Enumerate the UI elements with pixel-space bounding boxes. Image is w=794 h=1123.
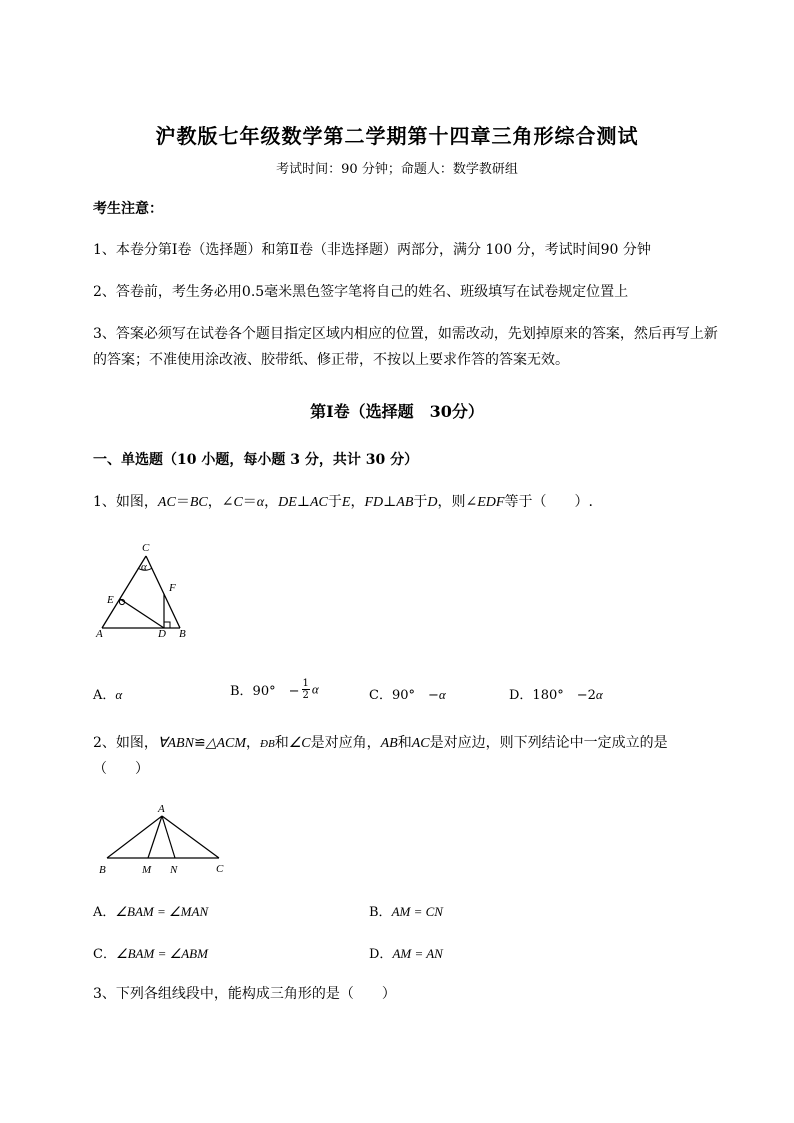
question-1-stem: 1、如图，AC＝BC，∠C＝α，DE⊥AC于E，FD⊥AB于D，则∠EDF等于（ ）. (93, 494, 593, 510)
q1-option-c: C．90° −α (369, 687, 446, 703)
label-B: B (179, 628, 186, 640)
label-B: B (99, 864, 106, 876)
label-alpha: α (141, 561, 147, 573)
part-heading: 一、单选题（10 小题，每小题 3 分，共计 30 分） (93, 452, 419, 468)
q2-option-a: A．∠BAM = ∠MAN (93, 904, 209, 920)
fraction-half: $\frac{1}{2}$ (302, 678, 309, 701)
label-M: M (142, 864, 152, 876)
notice-item-1: 1、本卷分第Ⅰ卷（选择题）和第Ⅱ卷（非选择题）两部分，满分 100 分，考试时间90 分钟 (93, 242, 651, 258)
label-F: F (169, 582, 176, 594)
question-1-figure (90, 540, 200, 645)
notice-item-3-cont: 的答案；不准使用涂改液、胶带纸、修正带，不按以上要求作答的答案无效。 (93, 352, 569, 368)
question-2-figure (95, 800, 235, 880)
question-2-stem: 2、如图，∀ABN≌△ACM，ÐB和∠C是对应角，AB和AC是对应边，则下列结论中一定成立的是 (93, 735, 668, 751)
label-D: D (158, 628, 166, 640)
label-A: A (158, 803, 165, 815)
q2-option-c: C．∠BAM = ∠ABM (93, 946, 208, 962)
q1-option-d: D．180° −2α (509, 687, 603, 703)
page-subtitle: 考试时间：90 分钟；命题人：数学教研组 (276, 162, 518, 177)
question-2-paren: （ ） (93, 761, 149, 777)
section-title: 第Ⅰ卷（选择题 30分） (310, 402, 484, 421)
question-3-stem: 3、下列各组线段中，能构成三角形的是（ ） (93, 986, 396, 1002)
label-C: C (216, 863, 224, 875)
label-C: C (142, 542, 150, 554)
notice-item-2: 2、答卷前，考生务必用0.5毫米黑色签字笔将自己的姓名、班级填写在试卷规定位置上 (93, 284, 629, 300)
label-E: E (107, 594, 114, 606)
label-A: A (96, 628, 103, 640)
notice-item-3: 3、答案必须写在试卷各个题目指定区域内相应的位置，如需改动，先划掉原来的答案，然后再写上新 (93, 326, 718, 342)
q1-option-b: B．90° − $\frac{1}{2}$ α (230, 678, 319, 701)
label-N: N (170, 864, 178, 876)
q2-option-d: D．AM = AN (369, 946, 443, 962)
q2-option-b: B．AM = CN (369, 904, 443, 920)
q1-option-a: A．α (93, 687, 123, 703)
page-title: 沪教版七年级数学第二学期第十四章三角形综合测试 (155, 124, 639, 148)
notice-heading: 考生注意： (93, 201, 163, 217)
